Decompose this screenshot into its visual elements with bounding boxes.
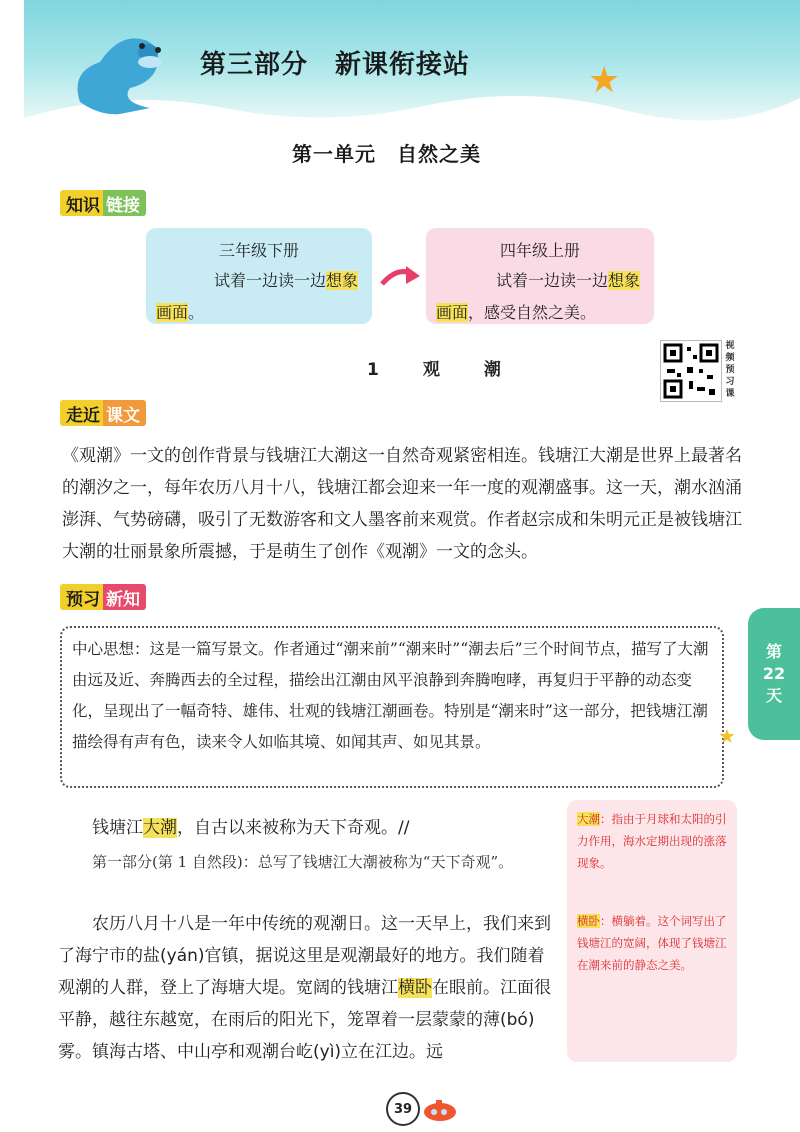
seal-mascot-icon bbox=[60, 22, 180, 118]
grade-card-left: 三年级下册 试着一边读一边想象 画面。 bbox=[146, 228, 372, 324]
side-note: 大潮：指由于月球和太阳的引力作用，海水定期出现的涨落现象。 bbox=[577, 812, 727, 870]
lesson-title: 1 观 潮 bbox=[367, 360, 501, 380]
side-note: 横卧：横躺着。这个词写出了钱塘江的宽阔，体现了钱塘江在潮来前的静态之美。 bbox=[577, 914, 727, 972]
grade-card-right: 四年级上册 试着一边读一边想象 画面，感受自然之美。 bbox=[426, 228, 654, 324]
card-title: 三年级下册 bbox=[218, 241, 299, 260]
side-notes-panel bbox=[567, 800, 737, 1062]
tag-knowledge-link: 知识 链接 bbox=[60, 190, 146, 216]
center-idea-box: 中心思想：这是一篇写景文。作者通过“潮来前”“潮来时”“潮去后”三个时间节点，描写了大潮由远及近、奔腾西去的全过程，描绘出江潮由风平浪静到奔腾咆哮，再复归于平静的动态变化，呈现出了一幅奇特、雄伟、壮观的钱塘江潮画卷。特别是“潮来时”这一部分，把钱塘江潮描绘得有声有色，读来令人如临其境、如闻其声、如见其景。 bbox=[60, 626, 724, 788]
arrow-right-icon bbox=[378, 262, 422, 290]
unit-title: 第一单元 自然之美 bbox=[292, 142, 481, 166]
qr-code-icon[interactable] bbox=[660, 340, 722, 402]
intro-paragraph: 《观潮》一文的创作背景与钱塘江大潮这一自然奇观紧密相连。钱塘江大潮是世界上最著名的潮汐之一，每年农历八月十八，钱塘江都会迎来一年一度的观潮盛事。这一天，潮水汹涌澎湃、气势磅礴，吸引了无数游客和文人墨客前来观赏。作者赵宗成和朱明元正是被钱塘江大潮的壮丽景象所震撼，于是萌生了创作《观潮》一文的念头。 bbox=[62, 446, 742, 562]
page-number: 39 bbox=[386, 1092, 420, 1126]
starfish-icon: ★ bbox=[588, 60, 621, 101]
submarine-icon bbox=[420, 1096, 460, 1122]
card-title: 四年级上册 bbox=[499, 241, 580, 260]
text-paragraph-1: 钱塘江大潮，自古以来被称为天下奇观。// bbox=[92, 818, 410, 838]
qr-label: 视频预习课 bbox=[725, 341, 735, 399]
text-paragraph-2: 农历八月十八是一年中传统的观潮日。这一天早上，我们来到了海宁市的盐(yán)官镇，据说这里是观潮最好的地方。我们随着观潮的人群，登上了海塘大堤。宽阔的钱塘江横卧在眼前。江面很平静，越往东越宽，在雨后的阳光下，笼罩着一层蒙蒙的薄(bó)雾。镇海古塔、中山亭和观潮台屹(yì)立在江边。远 bbox=[58, 914, 551, 1062]
tag-approach-text: 走近 课文 bbox=[60, 400, 146, 426]
paragraph-note: 第一部分(第 1 自然段)：总写了钱塘江大潮被称为“天下奇观”。 bbox=[92, 853, 514, 871]
day-tab: 第22天 bbox=[748, 608, 800, 740]
section-title: 第三部分 新课衔接站 bbox=[200, 50, 471, 80]
star-icon: ★ bbox=[718, 724, 736, 748]
tag-preview: 预习 新知 bbox=[60, 584, 146, 610]
